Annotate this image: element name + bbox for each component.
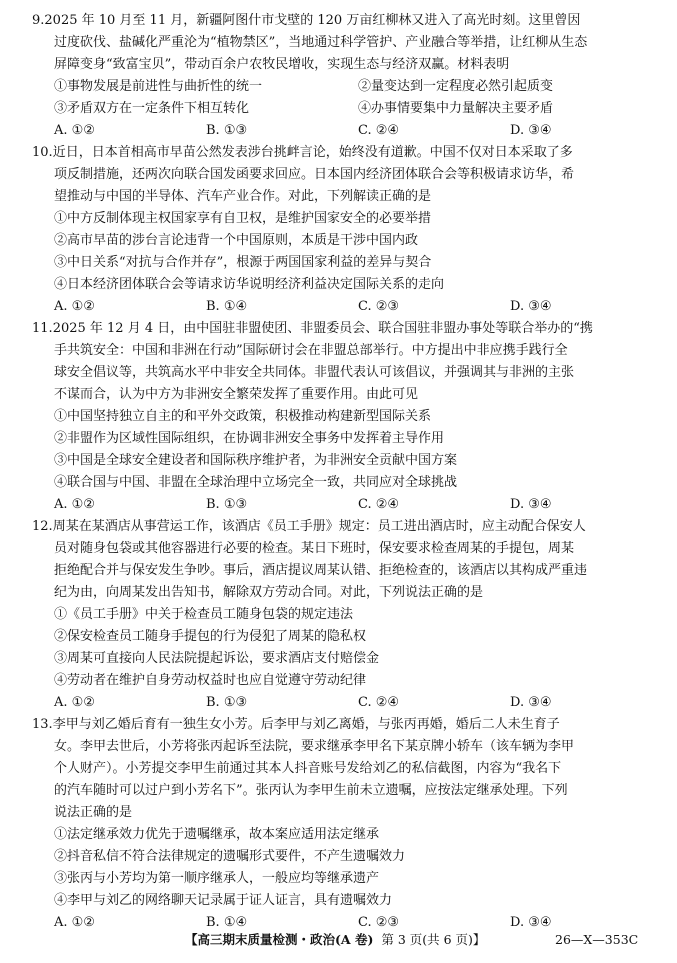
- statement: ②非盟作为区域性国际组织，在协调非洲安全事务中发挥着主导作用: [54, 431, 445, 446]
- question-9: [32, 10, 662, 142]
- statement: ④联合国与中国、非盟在全球治理中立场完全一致，共同应对全球挑战: [54, 475, 458, 490]
- question-stem-line: 项反制措施，还两次向联合国发函要求回应。日本国内经济团体联合会等积极请求访华，希: [54, 167, 575, 182]
- statement: ①中国坚持独立自主的和平外交政策，积极推动构建新型国际关系: [54, 409, 432, 424]
- question-stem-line: 望推动与中国的半导体、汽车产业合作。对此，下列解读正确的是: [54, 189, 432, 204]
- question-stem-line: 13.李甲与刘乙婚后育有一独生女小芳。后李甲与刘乙离婚，与张丙再婚，婚后二人未生育子: [32, 714, 662, 736]
- question-stem-line: 不谋而合，认为中方为非洲安全繁荣发挥了重要作用。由此可见: [54, 387, 419, 402]
- answer-choices: [32, 296, 662, 318]
- question-stem-line: 11.2025 年 12 月 4 日，由中国驻非盟使团、非盟委员会、联合国驻非盟办事处等联合举办的“携: [32, 318, 662, 340]
- choice-c: C. ②④: [358, 123, 400, 138]
- statement: ①中方反制体现主权国家享有自卫权，是维护国家安全的必要举措: [54, 211, 432, 226]
- choice-b: B. ①③: [206, 123, 248, 138]
- statement: ③中国是全球安全建设者和国际秩序维护者，为非洲安全贡献中国方案: [54, 453, 458, 468]
- exam-title: 【高三期末质量检测・政治(A 卷): [185, 932, 374, 947]
- question-stem-line: 女。李甲去世后，小芳将张丙起诉至法院，要求继承李甲名下某京牌小轿车（该车辆为李甲: [54, 739, 575, 754]
- statement: ②高市早苗的涉台言论违背一个中国原则，本质是干涉中国内政: [54, 233, 419, 248]
- statement: ①法定继承效力优先于遗嘱继承，故本案应适用法定继承: [54, 827, 380, 842]
- question-11: [32, 318, 662, 516]
- question-number: 11.: [32, 321, 53, 336]
- choice-b: B. ①④: [206, 299, 248, 314]
- statement: ③张丙与小芳均为第一顺序继承人，一般应均等继承遗产: [54, 871, 380, 886]
- statement: ②保安检查员工随身手提包的行为侵犯了周某的隐私权: [54, 629, 367, 644]
- question-stem-line: 纪为由，向周某发出告知书，解除双方劳动合同。对此，下列说法正确的是: [54, 585, 484, 600]
- question-stem-line: 12.周某在某酒店从事营运工作，该酒店《员工手册》规定：员工进出酒店时，应主动配合保安人: [32, 516, 662, 538]
- statement: ④日本经济团体联合会等请求访华说明经济利益决定国际关系的走向: [54, 277, 445, 292]
- choice-c: C. ②③: [358, 299, 400, 314]
- answer-choices: [32, 120, 662, 142]
- choice-a: A. ①②: [54, 299, 95, 314]
- question-stem-line: 10.近日，日本首相高市早苗公然发表涉台挑衅言论，始终没有道歉。中国不仅对日本采取了多: [32, 142, 662, 164]
- statement: ③矛盾双方在一定条件下相互转化: [54, 101, 250, 116]
- statement-row: [32, 76, 662, 98]
- paper-code: 26—X—353C: [555, 932, 639, 947]
- question-stem-line: 拒绝配合并与保安发生争吵。事后，酒店提议周某认错、拒绝检查的，该酒店以其构成严重违: [54, 563, 588, 578]
- answer-choices: [32, 494, 662, 516]
- choice-d: D. ③④: [510, 497, 552, 512]
- choice-b: B. ①④: [206, 915, 248, 930]
- choice-a: A. ①②: [54, 497, 95, 512]
- choice-c: C. ②④: [358, 695, 400, 710]
- statement: ③周某可直接向人民法院提起诉讼，要求酒店支付赔偿金: [54, 651, 380, 666]
- choice-d: D. ③④: [510, 123, 552, 138]
- question-number: 13.: [32, 717, 53, 732]
- answer-choices: [32, 692, 662, 714]
- choice-b: B. ①③: [206, 497, 248, 512]
- statement-row: [32, 98, 662, 120]
- question-stem-line: 个人财产）。小芳提交李甲生前通过其本人抖音账号发给刘乙的私信截图，内容为“我名下: [54, 761, 562, 776]
- question-stem-line: 手共筑安全：中国和非洲在行动”国际研讨会在非盟总部举行。中方提出中非应携手践行全: [54, 343, 568, 358]
- question-stem-line: 9.2025 年 10 月至 11 月，新疆阿图什市戈壁的 120 万亩红柳林又进入了高光时刻。这里曾因: [32, 10, 662, 32]
- statement: ②量变达到一定程度必然引起质变: [358, 79, 554, 94]
- footer-title: [185, 929, 485, 951]
- choice-b: B. ①③: [206, 695, 248, 710]
- statement: ③中日关系“对抗与合作并存”，根源于两国国家利益的差异与契合: [54, 255, 432, 270]
- question-number: 9.: [32, 13, 45, 28]
- choice-c: C. ②③: [358, 915, 400, 930]
- question-12: [32, 516, 662, 714]
- question-stem-line: 的汽车随时可以过户到小芳名下”。张丙认为李甲生前未立遗嘱，应按法定继承处理。下列: [54, 783, 568, 798]
- page-info: 第 3 页(共 6 页)】: [381, 932, 486, 947]
- statement: ①《员工手册》中关于检查员工随身包袋的规定违法: [54, 607, 354, 622]
- question-stem-line: 屏障变身“致富宝贝”，带动百余户农牧民增收，实现生态与经济双赢。材料表明: [54, 57, 510, 72]
- question-number: 10.: [32, 145, 53, 160]
- choice-d: D. ③④: [510, 915, 552, 930]
- choice-c: C. ②④: [358, 497, 400, 512]
- question-number: 12.: [32, 519, 53, 534]
- statement: ①事物发展是前进性与曲折性的统一: [54, 79, 263, 94]
- question-stem-line: 球安全倡议等，共筑高水平中非安全共同体。非盟代表认可该倡议，并强调其与非洲的主张: [54, 365, 575, 380]
- choice-d: D. ③④: [510, 695, 552, 710]
- choice-d: D. ③④: [510, 299, 552, 314]
- question-stem-line: 员对随身包袋或其他容器进行必要的检查。某日下班时，保安要求检查周某的手提包，周某: [54, 541, 575, 556]
- choice-a: A. ①②: [54, 123, 95, 138]
- question-13: [32, 714, 662, 934]
- statement: ④劳动者在维护自身劳动权益时也应自觉遵守劳动纪律: [54, 673, 367, 688]
- choice-a: A. ①②: [54, 695, 95, 710]
- statement: ④李甲与刘乙的网络聊天记录属于证人证言，具有遗嘱效力: [54, 893, 393, 908]
- question-stem-line: 过度砍伐、盐碱化严重沦为“植物禁区”，当地通过科学管护、产业融合等举措，让红柳从生态: [54, 35, 588, 50]
- question-stem-line: 说法正确的是: [54, 805, 133, 820]
- statement: ④办事情要集中力量解决主要矛盾: [358, 101, 554, 116]
- choice-a: A. ①②: [54, 915, 95, 930]
- question-10: [32, 142, 662, 318]
- statement: ②抖音私信不符合法律规定的遗嘱形式要件，不产生遗嘱效力: [54, 849, 406, 864]
- page-footer: [0, 929, 677, 951]
